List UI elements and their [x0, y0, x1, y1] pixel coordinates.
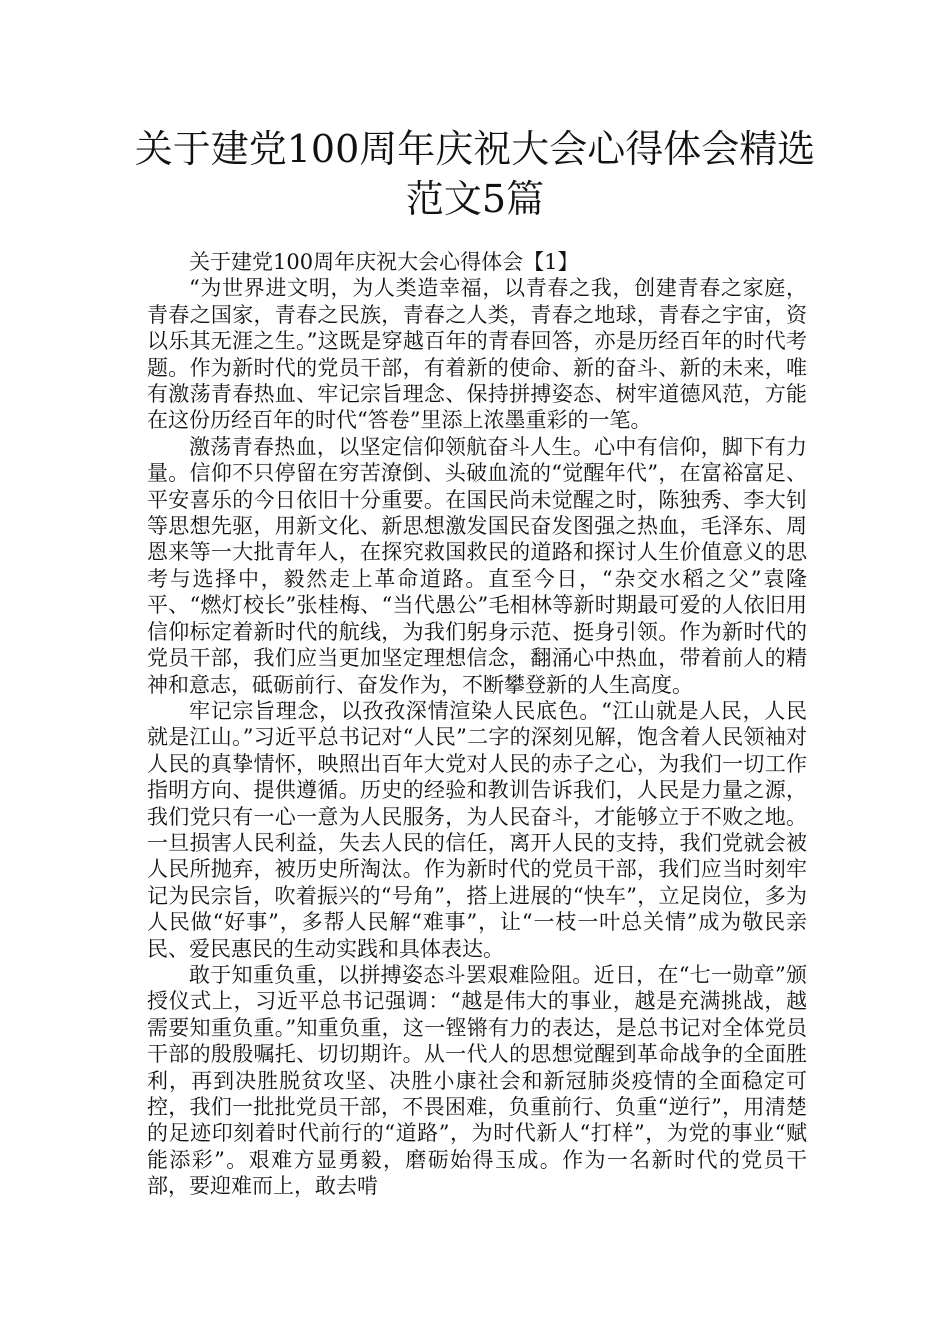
document-body: [147, 249, 807, 1200]
title-line-1: 关于建党100周年庆祝大会心得体会精选: [134, 127, 816, 171]
paragraph-3: 牢记宗旨理念，以孜孜深情渲染人民底色。“江山就是人民，人民就是江山。”习近平总书记对“人民”二字的深刻见解，饱含着人民领袖对人民的真挚情怀，映照出百年大党对人民的赤子之心，为我们一切工作指明方向、提供遵循。历史的经验和教训告诉我们，人民是力量之源，我们党只有一心一意为人民服务，为人民奋斗，才能够立于不败之地。一旦损害人民利益，失去人民的信任，离开人民的支持，我们党就会被人民所抛弃，被历史所淘汰。作为新时代的党员干部，我们应当时刻牢记为民宗旨，吹着振兴的“号角”，搭上进展的“快车”，立足岗位，多为人民做“好事”，多帮人民解“难事”，让“一枝一叶总关情”成为敬民亲民、爱民惠民的生动实践和具体表达。: [147, 698, 807, 961]
section-heading: 关于建党100周年庆祝大会心得体会【1】: [189, 250, 579, 274]
paragraph-2: 激荡青春热血，以坚定信仰领航奋斗人生。心中有信仰，脚下有力量。信仰不只停留在穷苦潦倒、头破血流的“觉醒年代”，在富裕富足、平安喜乐的今日依旧十分重要。在国民尚未觉醒之时，陈独秀、李大钊等思想先驱，用新文化、新思想激发国民奋发图强之热血，毛泽东、周恩来等一大批青年人，在探究救国救民的道路和探讨人生价值意义的思考与选择中，毅然走上革命道路。直至今日，“杂交水稻之父”袁隆平、“燃灯校长”张桂梅、“当代愚公”毛相林等新时期最可爱的人依旧用信仰标定着新时代的航线，为我们躬身示范、挺身引领。作为新时代的党员干部，我们应当更加坚定理想信念，翻涌心中热血，带着前人的精神和意志，砥砺前行、奋发作为，不断攀登新的人生高度。: [147, 434, 807, 697]
paragraph-4: 敢于知重负重，以拼搏姿态斗罢艰难险阻。近日，在“七一勋章”颁授仪式上，习近平总书记强调：“越是伟大的事业，越是充满挑战，越需要知重负重。”知重负重，这一铿锵有力的表达，是总书记对全体党员干部的殷殷嘱托、切切期许。从一代人的思想觉醒到革命战争的全面胜利，再到决胜脱贫攻坚、决胜小康社会和新冠肺炎疫情的全面稳定可控，我们一批批党员干部，不畏困难，负重前行、负重“逆行”，用清楚的足迹印刻着时代前行的“道路”，为时代新人“打样”，为党的事业“赋能添彩”。艰难方显勇毅，磨砺始得玉成。作为一名新时代的党员干部，要迎难而上，敢去啃: [147, 962, 807, 1199]
paragraph-1: “为世界进文明，为人类造幸福，以青春之我，创建青春之家庭，青春之国家，青春之民族，青春之人类，青春之地球，青春之宇宙，资以乐其无涯之生。”这既是穿越百年的青春回答，亦是历经百年的时代考题。作为新时代的党员干部，有着新的使命、新的奋斗、新的未来，唯有激荡青春热血、牢记宗旨理念、保持拼搏姿态、树牢道德风范，方能在这份历经百年的时代“答卷”里添上浓墨重彩的一笔。: [147, 276, 807, 433]
document-title: [120, 124, 830, 224]
title-line-2: 范文5篇: [405, 177, 545, 221]
